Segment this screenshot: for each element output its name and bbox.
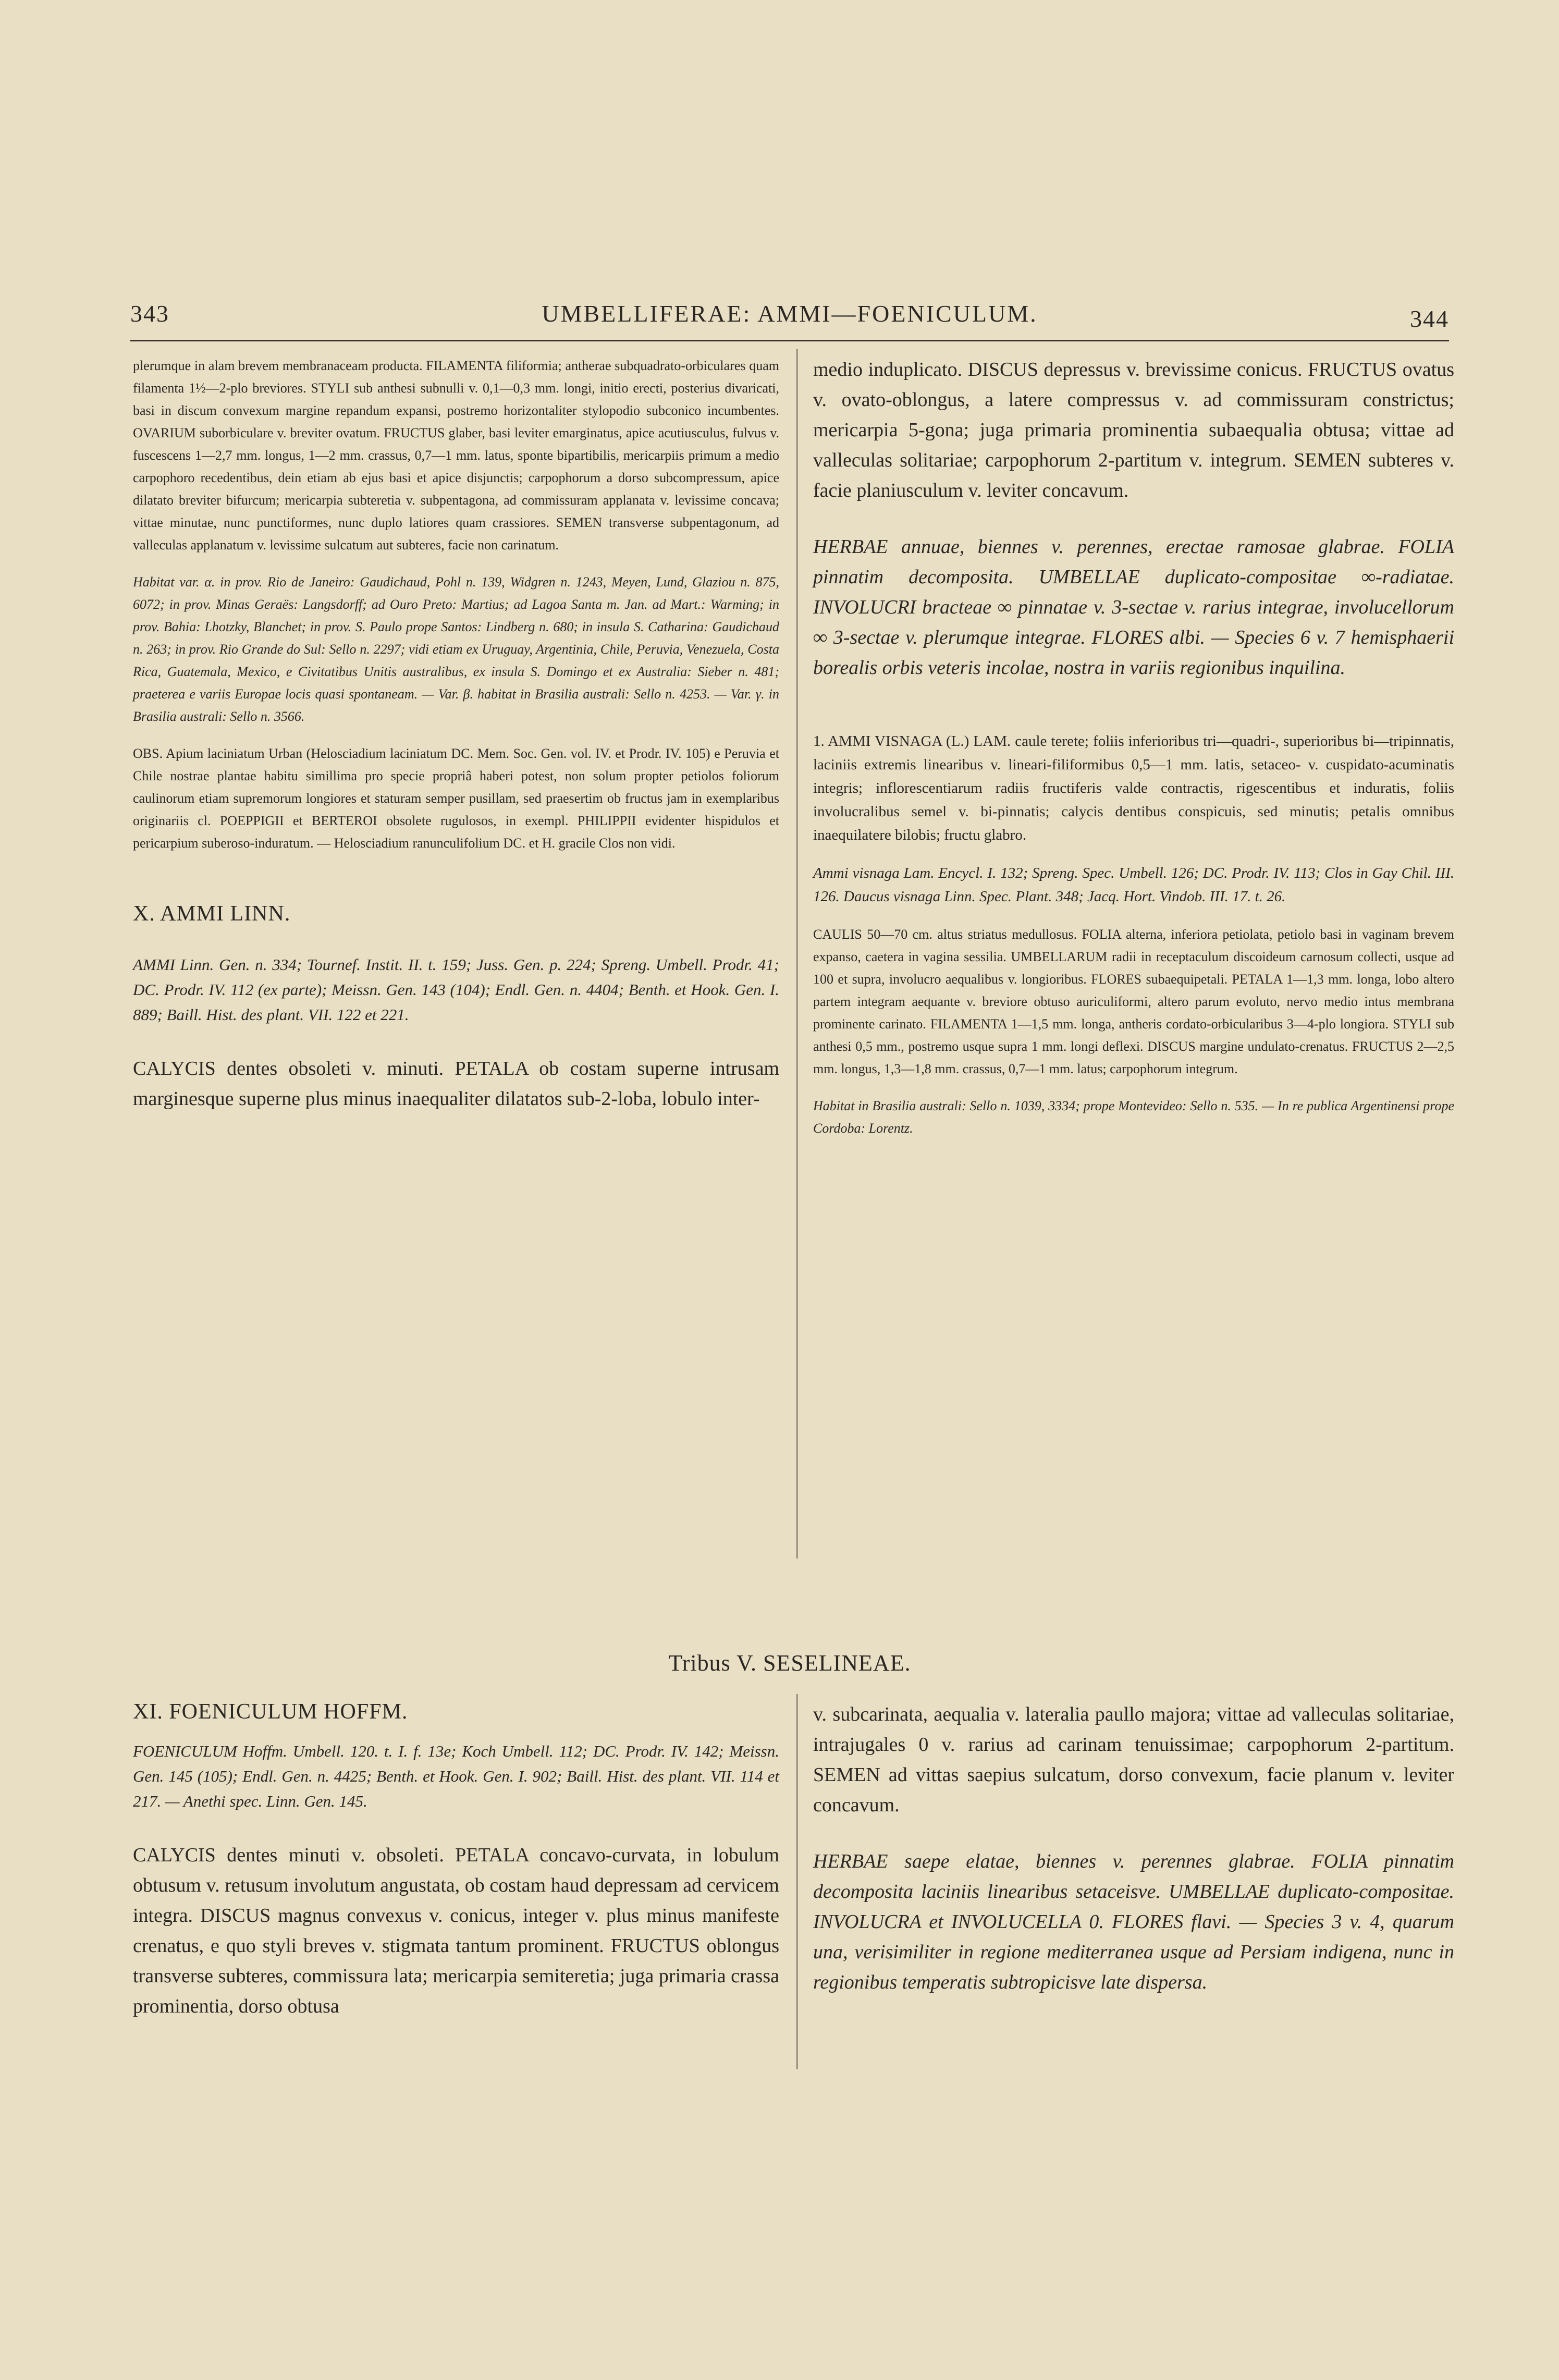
habitat-paragraph: Habitat var. α. in prov. Rio de Janeiro: Gaudichaud, Pohl n. 139, Widgren n. 1243, Meyen, Lund, Glaziou n. 875, 6072; in prov. Minas Geraës: Langsdorff; ad Ouro Preto: Martius; ad Lagoa Santa m. Jan. ad Mart.: Warming; in prov. Bahia: Lhotzky, Blanchet; in prov. S. Paulo prope Santos: Lindberg n. 680; in insula S. Catharina: Gaudichaud n. 263; in prov. Rio Grande do Sul: Sello n. 2297; vidi etiam ex Uruguay, Argentinia, Chile, Peruvia, Venezuela, Costa Rica, Guatemala, Mexico, e Civitatibus Unitis australibus, ex insula S. Domingo et ex Australia: Sieber n. 481; praeterea e variis Europae locis quasi spontaneam. — Var. β. habitat in Brasilia australi: Sello n. 4253. — Var. γ. in Brasilia australi: Sello n. 3566.: [133, 574, 779, 724]
species-ammi-visnaga: 1. AMMI VISNAGA (L.) LAM. caule terete; foliis inferioribus tri—quadri-, superioribus bi—tripinnatis, laciniis extremis linearibus v. lineari-filiformibus 0,5—1 mm. latis, setaceo- v. cuspidato-acuminatis integris; inflorescentiarum radiis fructiferis valde contractis, rigescentibus et induratis, foliis involucralibus semel v. bi-pinnatis; calycis dentibus conspicuis, sed minutis; petalis omnibus inaequilatere bilobis; fructu glabro.: [813, 733, 1454, 843]
herbae-paragraph-ammi: HERBAE annuae, biennes v. perennes, erectae ramosae glabrae. FOLIA pinnatim decomposita. UMBELLAE duplicato-compositae ∞-radiatae. INVOLUCRI bracteae ∞ pinnatae v. 3-sectae v. rarius integrae, involucellorum ∞ 3-sectae v. plerumque integrae. FLORES albi. — Species 6 v. 7 hemisphaerii borealis orbis veteris incolae, nostra in variis regionibus inquilina.: [813, 536, 1454, 679]
right-column-bottom: [813, 1699, 1454, 1997]
page-number-left: 343: [130, 300, 169, 327]
header-rule: [130, 340, 1449, 341]
genus-heading-foeniculum: XI. FOENICULUM HOFFM.: [133, 1700, 408, 1724]
genus-description-continued: medio induplicato. DISCUS depressus v. brevissime conicus. FRUCTUS ovatus v. ovato-oblongus, a latere compressus v. ad commissuram constrictus; mericarpia 5-gona; juga primaria prominentia subaequalia obtusa; vittae ad valleculas solitariae; carpophorum 2-partitum v. integrum. SEMEN subteres v. facie planiusculum v. leviter concavum.: [813, 359, 1454, 501]
left-column-bottom: [133, 1699, 779, 2021]
caulis-paragraph: CAULIS 50—70 cm. altus striatus medullosus. FOLIA alterna, inferiora petiolata, petiolo basi in vaginam brevem expanso, caetera in vagina sessilia. UMBELLARUM radii in receptaculum discoideum carnosum collecti, usque ad 100 et supra, involucro aequalibus v. longioribus. FLORES subaequipetali. PETALA 1—1,3 mm. longa, lobo altero partem integram aequante v. breviore obtuso auriculiformi, altero parum evoluto, nervo medio intus membrana prominente carinato. FILAMENTA 1—1,5 mm. longa, antheris cordato-orbicularibus 3—4-plo longiora. STYLI sub anthesi 0,5 mm., postremo usque supra 1 mm. longi deflexi. DISCUS margine undulato-crenatus. FRUCTUS 2—2,5 mm. longus, 1,3—1,8 mm. crassus, 0,7—1 mm. latus; carpophorum integrum.: [813, 927, 1454, 1076]
synonyms-paragraph: Ammi visnaga Lam. Encycl. I. 132; Spreng. Spec. Umbell. 126; DC. Prodr. IV. 113; Clos in Gay Chil. III. 126. Daucus visnaga Linn. Spec. Plant. 348; Jacq. Hort. Vindob. III. 17. t. 26.: [813, 865, 1454, 905]
running-head: [130, 300, 1449, 341]
genus-references-foeniculum: FOENICULUM Hoffm. Umbell. 120. t. I. f. 13e; Koch Umbell. 112; DC. Prodr. IV. 142; Meissn. Gen. 145 (105); Endl. Gen. n. 4425; Benth. et Hook. Gen. I. 902; Baill. Hist. des plant. VII. 114 et 217. — Anethi spec. Linn. Gen. 145.: [133, 1742, 779, 1810]
genus-description-ammi: CALYCIS dentes obsoleti v. minuti. PETALA ob costam superne intrusam marginesque superne plus minus inaequaliter dilatatos sub-2-loba, lobulo inter-: [133, 1058, 779, 1110]
herbae-paragraph-foeniculum: HERBAE saepe elatae, biennes v. perennes glabrae. FOLIA pinnatim decomposita laciniis linearibus setaceisve. UMBELLAE duplicato-compositae. INVOLUCRA et INVOLUCELLA 0. FLORES flavi. — Species 3 v. 4, quarum una, verisimiliter in regione mediterranea usque ad Persiam indigena, nunc in regionibus temperatis subtropicisve late dispersa.: [813, 1850, 1454, 1993]
page-number-right: 344: [1410, 305, 1449, 332]
genus-references-ammi: AMMI Linn. Gen. n. 334; Tournef. Instit. II. t. 159; Juss. Gen. p. 224; Spreng. Umbell. Prodr. 41; DC. Prodr. IV. 112 (ex parte); Meissn. Gen. 143 (104); Endl. Gen. n. 4404; Benth. et Hook. Gen. I. 889; Baill. Hist. des plant. VII. 122 et 221.: [133, 955, 779, 1024]
genus-description-foeniculum: CALYCIS dentes minuti v. obsoleti. PETALA concavo-curvata, in lobulum obtusum v. retusum involutum angustata, ob costam haud depressam ad cervicem integra. DISCUS magnus convexus v. conicus, integer v. plus minus manifeste crenatus, e quo styli breves v. stigmata tantum prominent. FRUCTUS oblongus transverse subteres, commissura lata; mericarpia semiteretia; juga primaria crassa prominentia, dorso obtusa: [133, 1844, 779, 2017]
right-column-top: [813, 354, 1454, 1139]
foeniculum-description-continued: v. subcarinata, aequalia v. lateralia paullo majora; vittae ad valleculas solitariae, intrajugales 0 v. rarius ad carinam tenuissimae; carpophorum 2-partitum. SEMEN ad vittas saepius sulcatum, dorso convexum, facie planum v. leviter concavum.: [813, 1703, 1454, 1816]
column-divider-bottom: [796, 1694, 797, 2069]
description-continued: plerumque in alam brevem membranaceam producta. FILAMENTA filiformia; antherae subquadrato-orbiculares quam filamenta 1½—2-plo breviores. STYLI sub anthesi subnulli v. 0,1—0,3 mm. longi, initio erecti, posterius divaricati, basi in discum convexum margine repandum expansi, postremo horizontaliter stylopodio subconico incumbentes. OVARIUM suborbiculare v. breviter ovatum. FRUCTUS glaber, basi leviter emarginatus, apice acutiusculus, fulvus v. fuscescens 1—2,7 mm. longus, 1—2 mm. crassus, 0,7—1 mm. latus, sponte bipartibilis, mericarpiis primum a medio carpophoro recedentibus, dein etiam ab ejus basi et apice disjunctis; carpophorum a dorso subcompressum, apice dilatato breviter bifurcum; mericarpia subteretia v. subpentagona, ad commissuram applanata v. levissime concava; vittae minutae, nunc punctiformes, nunc duplo latiores quam crassiores. SEMEN transverse subpentagonum, ad valleculas applanatum v. levissime sulcatum aut subteres, facie non carinatum.: [133, 358, 779, 553]
observation-paragraph: OBS. Apium laciniatum Urban (Helosciadium laciniatum DC. Mem. Soc. Gen. vol. IV. et Prodr. IV. 105) e Peruvia et Chile nostrae plantae habitu simillima pro specie propriâ haberi potest, non solum propter petiolos foliorum caulinorum etiam supremorum longiores et staturam semper pusillam, sed praesertim ob fructus jam in exemplaribus originariis cl. POEPPIGII et BERTEROI obsolete rugulosos, in exempl. PHILIPPII evidenter hispidulos et pericarpium suberoso-induratum. — Helosciadium ranunculifolium DC. et H. gracile Clos non vidi.: [133, 746, 779, 851]
tribus-heading: Tribus V. SESELINEAE.: [668, 1650, 911, 1676]
column-divider-top: [796, 349, 797, 1559]
genus-heading-ammi: X. AMMI LINN.: [133, 902, 291, 926]
habitat-visnaga: Habitat in Brasilia australi: Sello n. 1039, 3334; prope Montevideo: Sello n. 535. — In re publica Argentinensi prope Cordoba: Lorentz.: [813, 1098, 1454, 1136]
left-column-top: [133, 354, 779, 1114]
running-title: UMBELLIFERAE: AMMI—FOENICULUM.: [542, 300, 1038, 327]
